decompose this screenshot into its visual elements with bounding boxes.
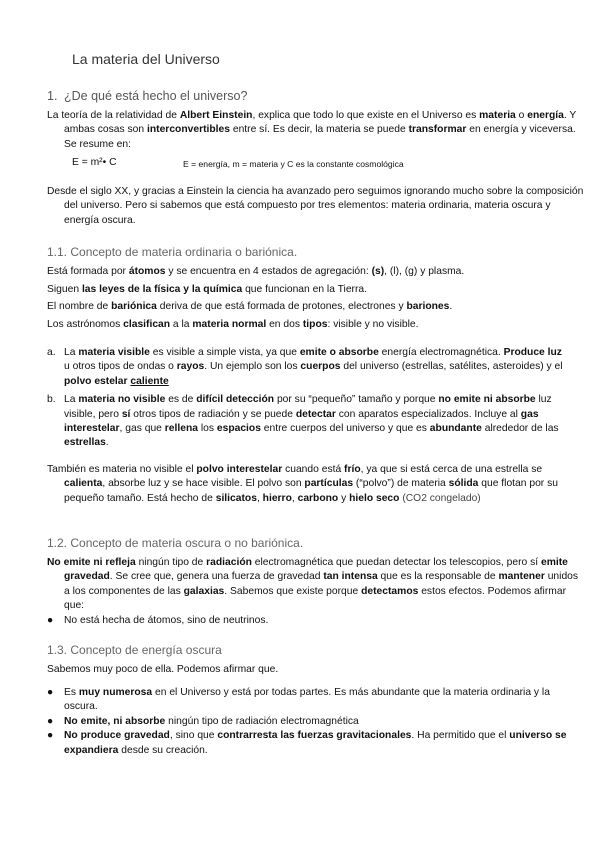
text: , explica que todo lo que existe en el Universo es	[252, 110, 480, 121]
bold-text: tipos	[302, 319, 328, 330]
underlined-bold-text: caliente	[130, 375, 169, 387]
bold-text: No emite ni refleja	[47, 557, 136, 568]
text: Es	[64, 687, 79, 698]
bold-text: materia	[479, 110, 516, 121]
text: El nombre de	[47, 301, 112, 312]
bold-text: Albert Einstein	[179, 110, 253, 121]
section-1-1-heading: 1.1. Concepto de materia ordinaria o bariónica.	[47, 245, 298, 259]
bold-text: No produce gravedad	[64, 730, 170, 742]
text: . Ha permitido que el	[411, 730, 510, 742]
paragraph-leyes	[47, 283, 567, 297]
bold-text: silicatos	[215, 492, 257, 504]
section-1-3-heading: 1.3. Concepto de energía oscura	[47, 643, 222, 657]
bold-text: calienta	[64, 478, 103, 490]
list-item	[47, 686, 567, 715]
list-item	[47, 715, 567, 729]
bullet-marker: ●	[47, 687, 54, 698]
list-item	[47, 346, 567, 389]
bold-text: Produce luz	[503, 347, 562, 358]
text: electromagnética que puedan detectar los telescopios, pero sí	[251, 557, 541, 568]
bold-text: detectar	[295, 408, 336, 420]
bold-text: energía	[527, 110, 564, 121]
bold-text: polvo interestelar	[196, 464, 283, 475]
text: . Sabemos que existe porque	[224, 585, 362, 597]
text: desde su creación.	[118, 744, 208, 756]
text: La	[64, 347, 79, 358]
text: entre cuerpos del universo y que es	[260, 423, 430, 435]
text: (“polvo”) de materia	[353, 478, 449, 490]
formula-description: E = energía, m = materia y C es la constante cosmológica	[183, 159, 404, 169]
text: estos efectos. Podemos afirmar que:	[64, 585, 566, 612]
text: otros tipos de radiación y se puede	[130, 408, 296, 420]
text: , absorbe luz y se hace visible. El polvo son	[102, 478, 305, 490]
text: . Un ejemplo son los	[204, 361, 301, 373]
text: o	[515, 110, 528, 121]
bold-text: partículas	[304, 478, 354, 490]
bold-text: hierro	[262, 492, 292, 504]
text: Los astrónomos	[47, 319, 124, 330]
text: : visible y no visible.	[327, 319, 419, 330]
bold-text: sólida	[448, 478, 479, 490]
text: a la	[170, 319, 193, 330]
bold-text: tan intensa	[323, 571, 378, 583]
text: , sino que	[169, 730, 218, 742]
text: .	[449, 301, 453, 312]
list-item	[47, 729, 567, 758]
section-1-2-heading: 1.2. Concepto de materia oscura o no bariónica.	[47, 536, 304, 550]
text: y	[338, 492, 350, 504]
bold-text: materia normal	[192, 319, 267, 330]
text: ningún tipo de	[135, 557, 207, 568]
text: También es materia no visible el	[47, 464, 197, 475]
bold-text: bariones	[406, 301, 450, 312]
bold-text: muy numerosa	[78, 687, 153, 698]
bold-text: universo se expandiera	[64, 730, 567, 756]
list-materia-oscura	[47, 614, 567, 628]
bold-text: átomos	[128, 266, 166, 277]
text: y se encuentra en 4 estados de agregación:	[165, 266, 372, 277]
bold-text: transformar	[408, 124, 467, 136]
text: con aparatos especializados. Incluye al	[335, 408, 521, 420]
paragraph-atomos	[47, 265, 567, 279]
paragraph-siglo-xx: Desde el siglo XX, y gracias a Einstein la ciencia ha avanzado pero seguimos ignorando mucho sobre la composición del universo. Pero si sabemos que está compuesto por tres elementos: materia ordinaria, materia oscura y energía oscura.	[47, 186, 584, 226]
text: en el Universo y está por todas partes. Es más abundante que la materia ordinaria y la oscura.	[64, 687, 550, 713]
paragraph-energia-oscura: Sabemos muy poco de ella. Podemos afirmar que.	[47, 664, 279, 675]
bold-text: polvo estelar	[64, 375, 128, 387]
bold-text: no emite ni absorbe	[438, 394, 536, 406]
text: (CO2 congelado)	[399, 492, 481, 504]
paragraph-polvo-interestelar	[47, 463, 584, 506]
bold-text: difícil detección	[196, 394, 275, 406]
formula-equation: E = m²• C	[72, 157, 117, 168]
text: unidos a los componentes de las	[64, 571, 579, 597]
text: ,	[256, 492, 263, 504]
text: , (l), (g) y plasma.	[384, 266, 465, 277]
text: .	[105, 437, 109, 449]
bold-text: clasifican	[123, 319, 171, 330]
bold-text: estrellas	[64, 437, 106, 449]
text: es visible a simple vista, ya que	[149, 347, 300, 358]
bold-text: hielo seco	[349, 492, 400, 504]
text: Siguen	[47, 284, 82, 295]
text: luz visible, pero	[64, 394, 552, 420]
text: cuando está	[282, 464, 345, 475]
bold-text: emite gravedad	[64, 557, 568, 583]
bullet-marker: ●	[47, 615, 54, 626]
paragraph-barionica	[47, 300, 567, 314]
text: los	[197, 423, 217, 435]
list-materia-tipos	[47, 346, 567, 451]
text: . Y ambas cosas son	[64, 110, 577, 136]
list-item	[47, 393, 567, 451]
bullet-marker: ●	[47, 715, 54, 727]
bold-text: abundante	[429, 423, 482, 435]
text: del universo (estrellas, satélites, asteroides) y el	[340, 361, 563, 373]
paragraph-materia-oscura	[47, 556, 584, 614]
bold-text: espacios	[216, 423, 261, 435]
bullet-marker: ●	[47, 730, 54, 742]
bold-text: emite o absorbe	[299, 347, 379, 358]
text: , ya que si está cerca de una estrella se	[360, 464, 543, 475]
text: alrededor de las	[481, 423, 559, 435]
text: que funcionan en la Tierra.	[242, 284, 367, 295]
paragraph-einstein	[47, 109, 584, 152]
text: No está hecha de átomos, sino de neutrinos.	[64, 615, 269, 626]
document-title: La materia del Universo	[72, 51, 220, 67]
bold-text: mantener	[498, 571, 545, 583]
bold-text: gas interestelar	[64, 408, 539, 435]
bold-text: carbono	[297, 492, 339, 504]
text: . Se cree que, genera una fuerza de gravedad	[109, 571, 324, 583]
bold-text: frío	[344, 464, 361, 475]
bold-text: las leyes de la física y la química	[81, 284, 243, 295]
bold-text: contrarresta las fuerzas gravitacionales	[217, 730, 412, 742]
bold-text: materia no visible	[78, 394, 166, 406]
text: La	[64, 394, 79, 406]
list-marker: b.	[47, 394, 56, 406]
text: es de	[165, 394, 197, 406]
bold-text: sí	[121, 408, 131, 420]
text: que es la responsable de	[377, 571, 499, 583]
section-title: ¿De qué está hecho el universo?	[64, 89, 248, 103]
text: energía electromagnética.	[378, 347, 504, 358]
text: u otros tipos de ondas o	[64, 361, 177, 373]
bold-text: cuerpos	[300, 361, 341, 373]
bold-text: bariónica	[111, 301, 157, 312]
list-energia-oscura	[47, 686, 567, 758]
text: entre sí. Es decir, la materia se puede	[229, 124, 409, 136]
bold-text: (s)	[371, 266, 385, 277]
section-1-heading	[47, 89, 247, 103]
list-item	[47, 614, 567, 628]
text: ningún tipo de radiación electromagnética	[165, 715, 359, 727]
bold-text: materia visible	[78, 347, 150, 358]
list-marker: a.	[47, 347, 56, 358]
bold-text: interconvertibles	[147, 124, 230, 136]
bold-text: detectamos	[361, 585, 419, 597]
bold-text: No emite, ni absorbe	[64, 715, 166, 727]
bold-text: rellena	[164, 423, 198, 435]
bold-text: galaxias	[183, 585, 225, 597]
text: ,	[291, 492, 298, 504]
text: en energía y viceversa. Se resume en:	[64, 124, 576, 150]
text: , gas que	[119, 423, 165, 435]
text: deriva de que está formada de protones, electrones y	[156, 301, 407, 312]
paragraph-astronomos	[47, 318, 567, 332]
text: que flotan por su pequeño tamaño. Está hecho de	[64, 478, 558, 504]
text: Está formada por	[47, 266, 129, 277]
section-number: 1.	[47, 89, 58, 103]
text: por su “pequeño” tamaño y porque	[274, 394, 439, 406]
bold-text: radiación	[206, 557, 252, 568]
bold-text: rayos	[176, 361, 205, 373]
text: La teoría de la relatividad de	[47, 110, 180, 121]
text: en dos	[266, 319, 303, 330]
